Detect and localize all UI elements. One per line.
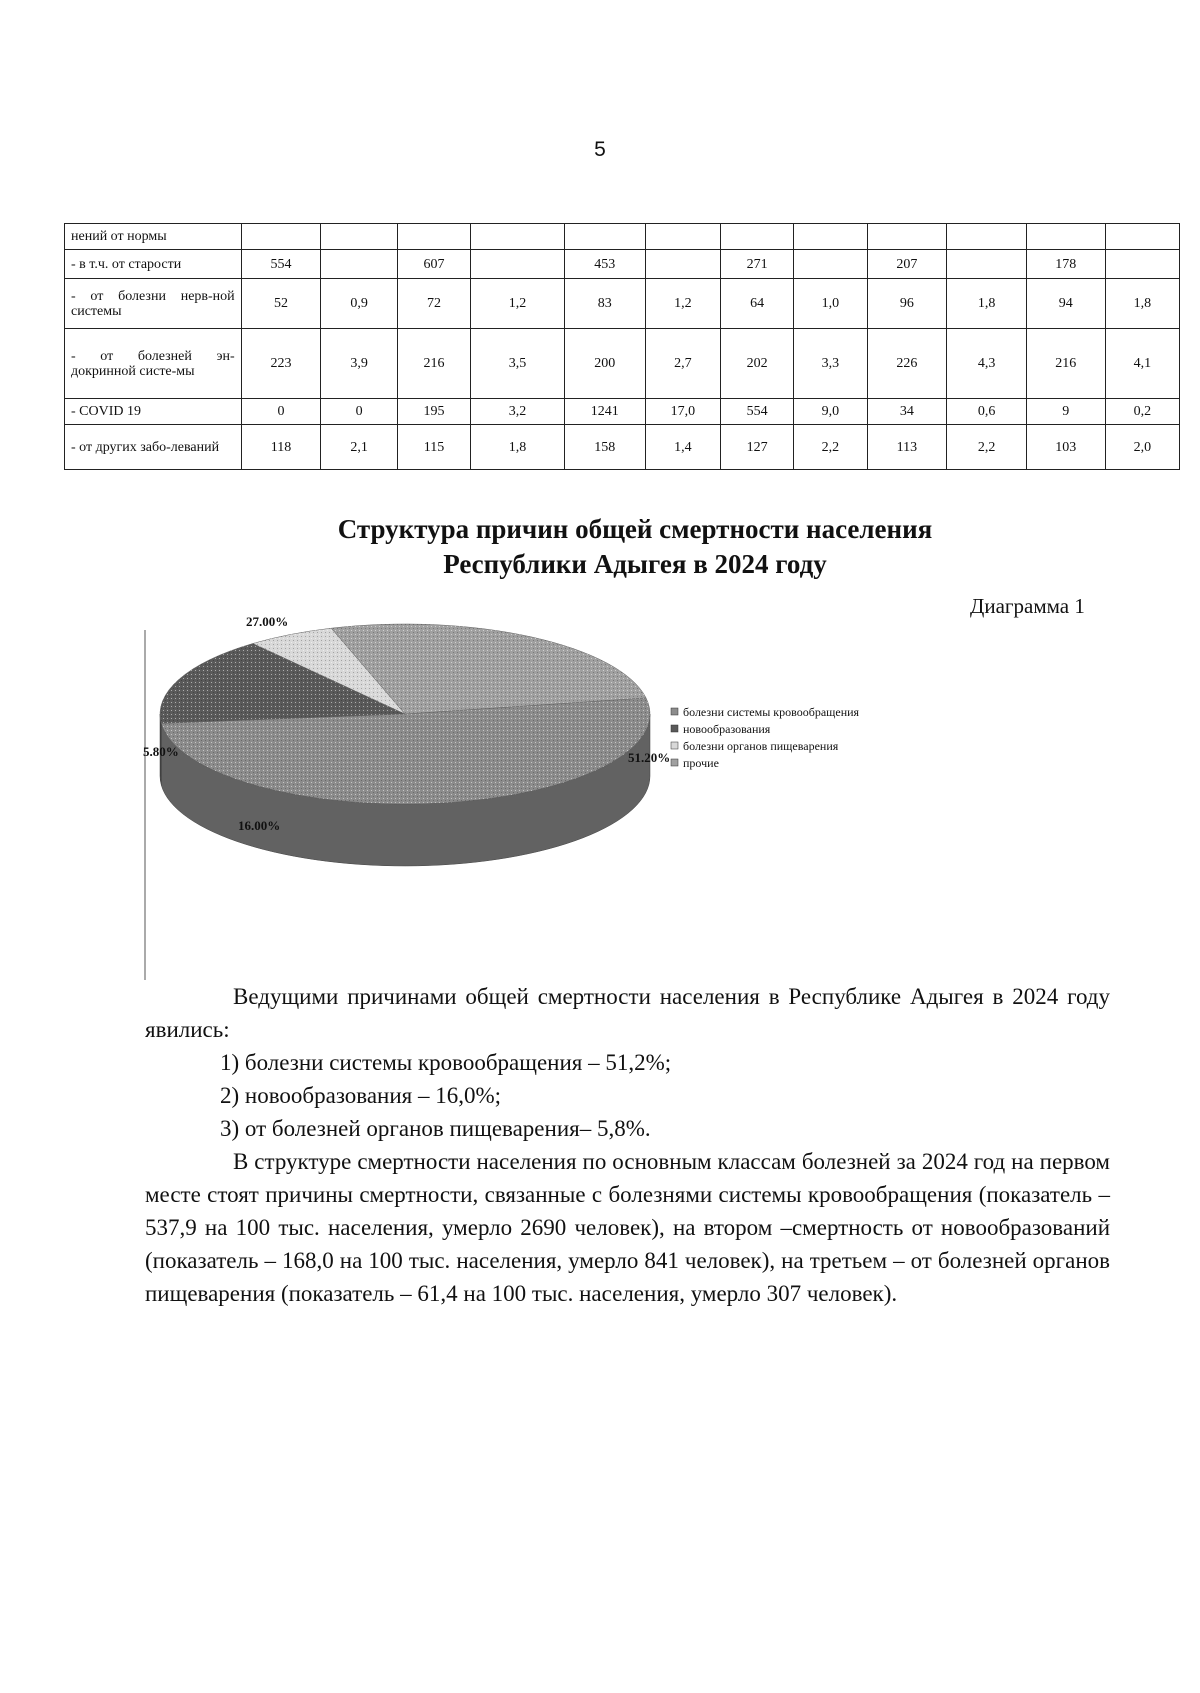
row-label: нений от нормы — [65, 224, 242, 250]
table-cell: 271 — [721, 250, 794, 279]
table-cell: 226 — [867, 329, 947, 399]
table-cell: 4,3 — [947, 329, 1027, 399]
table-cell: 115 — [397, 425, 470, 470]
table-cell — [321, 224, 397, 250]
table-cell: 103 — [1026, 425, 1105, 470]
table-cell: 17,0 — [645, 399, 720, 425]
table-cell — [721, 224, 794, 250]
table-cell: 2,1 — [321, 425, 397, 470]
list-item-3: 3) от болезней органов пищеварения– 5,8%. — [220, 1116, 651, 1141]
table-cell: 158 — [564, 425, 645, 470]
table-cell — [794, 224, 867, 250]
list-item-1: 1) болезни системы кровообращения – 51,2%; — [220, 1050, 672, 1075]
table-row — [65, 399, 1180, 425]
table-cell: 3,5 — [471, 329, 565, 399]
table-cell — [645, 250, 720, 279]
table-row — [65, 425, 1180, 470]
table-cell: 4,1 — [1105, 329, 1179, 399]
table-cell: 216 — [397, 329, 470, 399]
table-cell: 200 — [564, 329, 645, 399]
table-row — [65, 224, 1180, 250]
table-cell: 9,0 — [794, 399, 867, 425]
table-cell — [471, 250, 565, 279]
list-item-2: 2) новообразования – 16,0%; — [220, 1083, 502, 1108]
row-label: - от других забо-леваний — [65, 425, 242, 470]
table-row — [65, 250, 1180, 279]
table-cell: 0 — [321, 399, 397, 425]
table-cell — [471, 224, 565, 250]
table-cell: 0,6 — [947, 399, 1027, 425]
table-cell — [1026, 224, 1105, 250]
table-cell: 0,2 — [1105, 399, 1179, 425]
table-cell: 83 — [564, 279, 645, 329]
legend-swatch-0 — [671, 708, 678, 715]
table-cell: 118 — [241, 425, 321, 470]
table-cell: 96 — [867, 279, 947, 329]
table-cell — [564, 224, 645, 250]
page-number: 5 — [594, 138, 606, 161]
table-cell — [794, 250, 867, 279]
table-cell: 64 — [721, 279, 794, 329]
table-cell: 216 — [1026, 329, 1105, 399]
body-text — [145, 980, 1110, 1310]
table-cell: 202 — [721, 329, 794, 399]
pie-label-1: 16.00% — [238, 818, 281, 833]
table-cell: 1,8 — [1105, 279, 1179, 329]
table-cell: 127 — [721, 425, 794, 470]
legend-label-1: новообразования — [683, 722, 771, 736]
table-cell: 1,4 — [645, 425, 720, 470]
diagram-label: Диаграмма 1 — [970, 594, 1085, 618]
row-label: - от болезней эн-докринной систе-мы — [65, 329, 242, 399]
table-cell — [321, 250, 397, 279]
table-cell: 3,3 — [794, 329, 867, 399]
table-cell: 1,8 — [471, 425, 565, 470]
table-cell — [397, 224, 470, 250]
legend-swatch-1 — [671, 725, 678, 732]
table-cell — [241, 224, 321, 250]
pie-label-2: 5.80% — [143, 744, 179, 759]
table-cell: 1,2 — [471, 279, 565, 329]
row-label: - от болезни нерв-ной системы — [65, 279, 242, 329]
legend-swatch-3 — [671, 759, 678, 766]
table-cell — [1105, 250, 1179, 279]
table-cell — [947, 224, 1027, 250]
table-cell: 2,2 — [794, 425, 867, 470]
table-cell: 34 — [867, 399, 947, 425]
table-cell: 1,2 — [645, 279, 720, 329]
table-cell: 554 — [721, 399, 794, 425]
legend-swatch-2 — [671, 742, 678, 749]
chart-title — [0, 512, 1200, 582]
table-cell: 607 — [397, 250, 470, 279]
table-cell: 94 — [1026, 279, 1105, 329]
pie-label-3: 27.00% — [246, 614, 289, 629]
table-cell: 1241 — [564, 399, 645, 425]
legend-label-3: прочие — [683, 756, 719, 770]
structure-paragraph: В структуре смертности населения по основным классам болезней за 2024 год на первом месте стоят причины смертности, связанные с болезнями системы кровообращения (показатель – 537,9 на 100 тыс. населения, умерло 2690 человек), на втором –смертность от новообразований (показатель – 168,0 на 100 тыс. населения, умерло 841 человек), на третьем – от болезней органов пищеварения (показатель – 61,4 на 100 тыс. населения, умерло 307 человек). — [145, 1149, 1110, 1306]
table-row — [65, 329, 1180, 399]
chart-title-line-2: Республики Адыгея в 2024 году — [443, 549, 827, 579]
row-label: - COVID 19 — [65, 399, 242, 425]
table-cell: 1,8 — [947, 279, 1027, 329]
table-cell: 3,2 — [471, 399, 565, 425]
pie-label-0: 51.20% — [628, 750, 671, 765]
table-cell: 9 — [1026, 399, 1105, 425]
legend-label-0: болезни системы кровообращения — [683, 705, 860, 719]
legend-label-2: болезни органов пищеварения — [683, 739, 839, 753]
table-row — [65, 279, 1180, 329]
row-label: - в т.ч. от старости — [65, 250, 242, 279]
table-cell: 1,0 — [794, 279, 867, 329]
table-cell — [1105, 224, 1179, 250]
table-cell: 195 — [397, 399, 470, 425]
table-cell: 2,2 — [947, 425, 1027, 470]
table-cell: 207 — [867, 250, 947, 279]
table-cell: 0 — [241, 399, 321, 425]
table-cell — [645, 224, 720, 250]
table-cell: 2,7 — [645, 329, 720, 399]
pie-chart — [143, 610, 1143, 980]
table-cell: 2,0 — [1105, 425, 1179, 470]
chart-title-line-1: Структура причин общей смертности населения — [337, 514, 933, 544]
mortality-table — [64, 223, 1180, 470]
table-cell: 72 — [397, 279, 470, 329]
table-cell: 554 — [241, 250, 321, 279]
table-cell: 178 — [1026, 250, 1105, 279]
table-cell: 3,9 — [321, 329, 397, 399]
table-cell: 0,9 — [321, 279, 397, 329]
table-cell: 113 — [867, 425, 947, 470]
table-cell — [867, 224, 947, 250]
table-cell — [947, 250, 1027, 279]
table-cell: 223 — [241, 329, 321, 399]
table-cell: 453 — [564, 250, 645, 279]
table-cell: 52 — [241, 279, 321, 329]
intro-paragraph: Ведущими причинами общей смертности населения в Республике Адыгея в 2024 году явились: — [145, 984, 1110, 1042]
